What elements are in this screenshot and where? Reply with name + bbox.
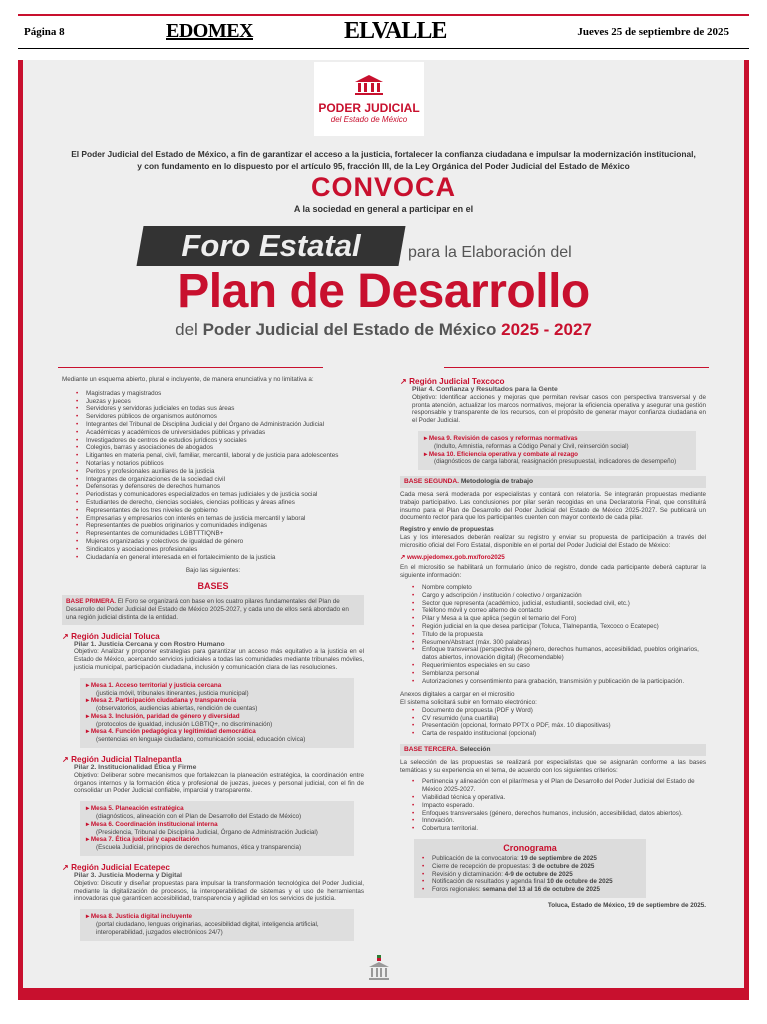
list-item: • Notarías y notarios públicos	[76, 460, 364, 468]
list-item: • Impacto esperado.	[412, 802, 706, 810]
base-tercera-text: La selección de las propuestas se realizará por especialistas que se asignarán conforme a las bases temáticas y su experiencia en el tema, de acuerdo con los siguientes criterios:	[400, 758, 706, 774]
del-word: del	[175, 320, 198, 339]
mesa-desc: (diagnósticos, alineación con el Plan de Desarrollo del Estado de México)	[96, 813, 302, 821]
list-item: • Región judicial en la que desea participar (Toluca, Tlalnepantla, Texcoco o Ecatepec)	[412, 623, 706, 631]
region-tlalnepantla-title: ↗ Región Judicial Tlalnepantla	[62, 754, 364, 764]
poder-judicial-logo	[314, 62, 424, 136]
cronograma-box	[414, 839, 646, 898]
cronograma-title: Cronograma	[503, 843, 557, 854]
building-icon	[354, 74, 384, 96]
base-tercera-label: BASE TERCERA.	[404, 746, 458, 754]
logo-title: PODER JUDICIAL	[318, 101, 420, 115]
issue-date: Jueves 25 de septiembre de 2025	[577, 26, 729, 38]
registro-title: Registro y envío de propuestas	[400, 526, 494, 534]
criterios-list	[412, 778, 706, 833]
mesa-desc: (sentencias en lenguaje ciudadano, comunicación social, educación cívica)	[96, 736, 306, 744]
region-toluca-title: ↗ Región Judicial Toluca	[62, 631, 364, 641]
form-fields-list	[412, 584, 706, 685]
region-ecatepec-title: ↗ Región Judicial Ecatepec	[62, 862, 364, 872]
bajo-text: Bajo las siguientes:	[185, 567, 241, 575]
poster-bottom-bar	[18, 988, 749, 1000]
list-item: • Integrantes de organizaciones de la sociedad civil	[76, 476, 364, 484]
divider-right	[444, 367, 709, 368]
list-item: • Resumen/Abstract (máx. 300 palabras)	[412, 639, 706, 647]
list-item: • Cargo y adscripción / institución / colectivo / organización	[412, 592, 706, 600]
mesas-ecatepec	[80, 909, 354, 940]
anexos-title: Anexos digitales a cargar en el micrositio	[400, 691, 515, 699]
crono-value: 10 de octubre de 2025	[546, 878, 613, 886]
anexos-text: El sistema solicitará subir en formato electrónico:	[400, 699, 537, 707]
ad-poster	[18, 60, 749, 1000]
section-name: EDOMEX	[166, 20, 253, 42]
list-item: • Viabilidad técnica y operativa.	[412, 794, 706, 802]
base-tercera-header	[400, 744, 706, 756]
list-item: • Semblanza personal	[412, 670, 706, 678]
base-primera-text: El Foro se organizará con base en los cuatro pilares fundamentales del Plan de Desarrollo del Poder Judicial del Estado de México 2025-2027, y cada uno de ellos será abordado en una región judicial distinta de la entidad.	[66, 598, 349, 621]
list-item: • Servidores públicos de organismos autónomos	[76, 413, 364, 421]
crono-label: Foros regionales:	[432, 886, 481, 894]
building-icon	[368, 955, 390, 983]
mesa-title: ▸ Mesa 3. Inclusión, paridad de género y diversidad	[86, 713, 348, 721]
mesa-title: ▸ Mesa 4. Función pedagógica y legitimidad democrática	[86, 728, 348, 736]
foro-estatal-text: Foro Estatal	[181, 228, 361, 263]
list-item: • Presentación (opcional, formato PPTX o PDF, máx. 10 diapositivas)	[412, 722, 706, 730]
list-item: • Pertinencia y alineación con el pilar/mesa y el Plan de Desarrollo del Poder Judicial del Estado de México 2025-2027.	[412, 778, 706, 794]
mesa-desc: (justicia móvil, tribunales itinerantes, justicia municipal)	[96, 689, 249, 697]
list-item: • Requerimientos especiales en su caso	[412, 662, 706, 670]
list-item: • Representantes de comunidades LGBTTTIQNB+	[76, 530, 364, 538]
page-number: Página 8	[24, 26, 65, 38]
region-texcoco-title: ↗ Región Judicial Texcoco	[400, 376, 706, 386]
intro-text: El Poder Judicial del Estado de México, a fin de garantizar el acceso a la justicia, fortalecer la confianza ciudadana e impulsar la modernización institucional, y con fundamento en lo dispuesto por el artículo 95, fracción III, de la Ley Orgánica del Poder Judicial del Estado de México	[71, 149, 696, 171]
list-item: • Servidores y servidoras judiciales en todas sus áreas	[76, 405, 364, 413]
list-item: • Nombre completo	[412, 584, 706, 592]
mesa-desc: (diagnósticos de carga laboral, reasignación presupuestal, indicadores de desempeño)	[434, 458, 677, 466]
list-item: • Enfoques transversales (género, derechos humanos, inclusión, accesibilidad, datos abiertos).	[412, 810, 706, 818]
list-item	[422, 855, 638, 863]
mesas-tlalnepantla	[80, 801, 354, 856]
base-primera-label: BASE PRIMERA.	[66, 598, 117, 606]
pilar-4: Pilar 4. Confianza y Resultados para la Gente	[412, 386, 558, 393]
list-item	[422, 871, 638, 879]
crono-label: Notificación de resultados y agenda final	[432, 878, 546, 886]
list-item: • CV resumido (una cuartilla)	[412, 715, 706, 723]
elaboracion-text: para la Elaboración del	[408, 244, 572, 261]
mesa-title: ▸ Mesa 10. Eficiencia operativa y combate al rezago	[424, 451, 690, 459]
base-primera	[62, 595, 364, 624]
list-item: • Colegios, barras y asociaciones de abogados	[76, 444, 364, 452]
base-segunda-header	[400, 476, 706, 488]
list-item	[422, 886, 638, 894]
mesa-desc: (portal ciudadano, lenguas originarias, accesibilidad digital, inteligencia artificial, interoperabilidad, juzgados electrónicos 24/7)	[96, 921, 319, 936]
list-item: • Autorizaciones y consentimiento para grabación, transmisión y publicación de la participación.	[412, 678, 706, 686]
list-item: • Ciudadanía en general interesada en el fortalecimiento de la justicia	[76, 554, 364, 562]
base-tercera-title: Selección	[459, 746, 491, 754]
base-segunda-text: Cada mesa será moderada por especialistas y contará con relatoría. Se integrarán propuestas mediante trabajo participativo. Las conclusiones por pilar serán recogidas en una Declaratoria Final, que constituirá insumo para el Plan de Desarrollo del Poder Judicial del Estado de México 2025-2027. Se publicará un documento rector para que los participantes cuenten con mayor contexto de cada pilar.	[400, 490, 706, 522]
objective-1: Objetivo: Analizar y proponer estrategias para garantizar un acceso más equitativo a la justicia en el Estado de México, acercando servicios judiciales a todas las comunidades mediante tribunales móviles, justicia municipal, participación ciudadana, inclusión y comunicación clara de las resoluciones.	[74, 648, 364, 671]
convoca-heading: CONVOCA	[310, 172, 456, 202]
cronograma-list	[422, 855, 638, 894]
objective-2: Objetivo: Deliberar sobre mecanismos que fortalezcan la planeación estratégica, la coordinación entre órganos internos y la formación ética y profesional de juezas, jueces y personal judicial, con el fin de consolidar un Poder Judicial confiable, imparcial y transparente.	[74, 771, 364, 795]
microsite-link[interactable]: ↗ www.pjedomex.gob.mx/foro2025	[400, 553, 505, 561]
list-item: • Juezas y jueces	[76, 398, 364, 406]
mesa-desc: (Escuela Judicial, principios de derechos humanos, ética y transparencia)	[96, 844, 302, 852]
signature-line: Toluca, Estado de México, 19 de septiembre de 2025.	[547, 902, 706, 910]
years-range: 2025 - 2027	[501, 320, 592, 339]
list-item	[422, 878, 638, 886]
list-item: • Pilar y Mesa a la que aplica (según el temario del Foro)	[412, 615, 706, 623]
mesa-title: ▸ Mesa 5. Planeación estratégica	[86, 805, 348, 813]
foro-estatal-banner	[136, 226, 405, 266]
list-item: • Enfoque transversal (perspectiva de género, derechos humanos, accesibilidad, pueblos originarios, datos abiertos, innovación digital) (Recomendable)	[412, 646, 706, 662]
anexos-list	[412, 707, 706, 738]
divider-left	[58, 367, 323, 368]
list-item: • Teléfono móvil y correo alterno de contacto	[412, 607, 706, 615]
sociedad-line: A la sociedad en general a participar en el	[293, 204, 474, 214]
crono-value: 4-9 de octubre de 2025	[504, 870, 573, 878]
newspaper-logo: ELVALLE	[344, 18, 447, 44]
list-item: • Magistradas y magistrados	[76, 390, 364, 398]
crono-value: 19 de septiembre de 2025	[520, 855, 597, 863]
list-item: • Empresarias y empresarios con interés en temas de justicia mercantil y laboral	[76, 515, 364, 523]
list-item: • Cobertura territorial.	[412, 825, 706, 833]
header-top-rule	[18, 14, 749, 16]
mesa-desc: (Indulto, Amnistía, reformas a Código Penal y Civil, reinserción social)	[434, 442, 629, 450]
list-item: • Defensoras y defensores de derechos humanos	[76, 483, 364, 491]
crono-label: Publicación de la convocatoria:	[432, 855, 519, 863]
list-item: • Sindicatos y asociaciones profesionales	[76, 546, 364, 554]
mesa-title: ▸ Mesa 7. Ética judicial y capacitación	[86, 836, 348, 844]
mesas-texcoco	[418, 431, 696, 470]
newspaper-header	[18, 18, 749, 48]
right-column	[400, 376, 706, 910]
crono-value: semana del 13 al 16 de octubre de 2025	[482, 886, 601, 894]
mesa-title: ▸ Mesa 2. Participación ciudadana y transparencia	[86, 697, 348, 705]
mesa-title: ▸ Mesa 9. Revisión de casos y reformas normativas	[424, 435, 690, 443]
list-item: • Académicas y académicos de universidades públicas y privadas	[76, 429, 364, 437]
list-item: • Litigantes en materia penal, civil, familiar, mercantil, laboral y de justicia para adolescentes	[76, 452, 364, 460]
list-item: • Título de la propuesta	[412, 631, 706, 639]
left-column	[62, 376, 364, 947]
mesa-title: ▸ Mesa 6. Coordinación institucional interna	[86, 821, 348, 829]
bases-title: BASES	[197, 581, 229, 592]
crono-label: Revisión y dictaminación:	[432, 870, 504, 878]
crono-label: Cierre de recepción de propuestas:	[432, 862, 531, 870]
list-item	[422, 863, 638, 871]
list-item: • Representantes de pueblos originarios y comunidades indígenas	[76, 522, 364, 530]
mesa-title: ▸ Mesa 1. Acceso territorial y justicia cercana	[86, 682, 348, 690]
registro-text: Las y los interesados deberán realizar su registro y enviar su propuesta de participación a través del micrositio oficial del Foro Estatal, disponible en el portal del Poder Judicial del Estado de México:	[400, 533, 706, 549]
poder-judicial-name: Poder Judicial del Estado de México	[202, 320, 497, 339]
header-bottom-rule	[18, 48, 749, 49]
base-segunda-title: Metodología de trabajo	[460, 478, 533, 486]
list-item: • Periodistas y comunicadores especializados en temas judiciales y de justicia social	[76, 491, 364, 499]
list-item: • Estudiantes de derecho, ciencias sociales, ciencias políticas y áreas afines	[76, 499, 364, 507]
crono-value: 3 de octubre de 2025	[532, 862, 595, 870]
list-item: • Carta de respaldo institucional (opcional)	[412, 730, 706, 738]
list-item: • Documento de propuesta (PDF y Word)	[412, 707, 706, 715]
list-item: • Representantes de los tres niveles de gobierno	[76, 507, 364, 515]
pilar-2: Pilar 2. Institucionalidad Ética y Firme	[74, 764, 197, 772]
objective-4: Objetivo: Identificar acciones y mejoras que permitan revisar casos con perspectiva transversal y de pronta atención, actualizar los marcos normativos, mejorar la eficiencia operativa y asegurar una gestión responsable y transparente de los recursos, con el propósito de generar mayor confianza ciudadana en el Poder Judicial.	[412, 393, 706, 425]
pilar-3: Pilar 3. Justicia Moderna y Digital	[74, 872, 183, 880]
poder-judicial-line	[18, 320, 749, 340]
base-segunda-label: BASE SEGUNDA.	[404, 478, 459, 486]
participants-list	[76, 390, 364, 562]
objective-3: Objetivo: Discutir y diseñar propuestas para impulsar la transformación tecnológica del Poder Judicial, mediante la digitalización de procesos, la interoperabilidad de sistemas y el uso de herramientas innovadoras que garanticen accesibilidad, transparencia y agilidad en los servicios de justicia.	[74, 879, 364, 903]
mesas-toluca	[80, 678, 354, 748]
formulario-text: En el micrositio se habilitará un formulario único de registro, donde cada participante deberá capturar la siguiente información:	[400, 564, 706, 580]
pilar-1: Pilar 1. Justicia Cercana y con Rostro Humano	[74, 640, 225, 648]
list-item: • Innovación.	[412, 817, 706, 825]
list-item: • Peritos y profesionales auxiliares de la justicia	[76, 468, 364, 476]
plan-heading: Plan de Desarrollo	[177, 265, 590, 318]
microsite-url[interactable]: www.pjedomex.gob.mx/foro2025	[407, 553, 505, 561]
mesa-desc: (Presidencia, Tribunal de Disciplina Judicial, Órgano de Administración Judicial)	[96, 828, 318, 836]
participants-lead: Mediante un esquema abierto, plural e incluyente, de manera enunciativa y no limitativa a:	[62, 376, 314, 383]
list-item: • Mujeres organizadas y colectivos de igualdad de género	[76, 538, 364, 546]
mesa-desc: (observatorios, audiencias abiertas, rendición de cuentas)	[96, 705, 258, 713]
list-item: • Sector que representa (académico, judicial, estudiantil, sociedad civil, etc.)	[412, 600, 706, 608]
logo-subtitle: del Estado de México	[330, 115, 408, 124]
mesa-title: ▸ Mesa 8. Justicia digital incluyente	[86, 913, 348, 921]
list-item: • Integrantes del Tribunal de Disciplina Judicial y del Órgano de Administración Judicial	[76, 421, 364, 429]
mesa-desc: (protocolos de igualdad, inclusión LGBTIQ+, no discriminación)	[96, 720, 273, 728]
list-item: • Investigadores de centros de estudios jurídicos y sociales	[76, 437, 364, 445]
